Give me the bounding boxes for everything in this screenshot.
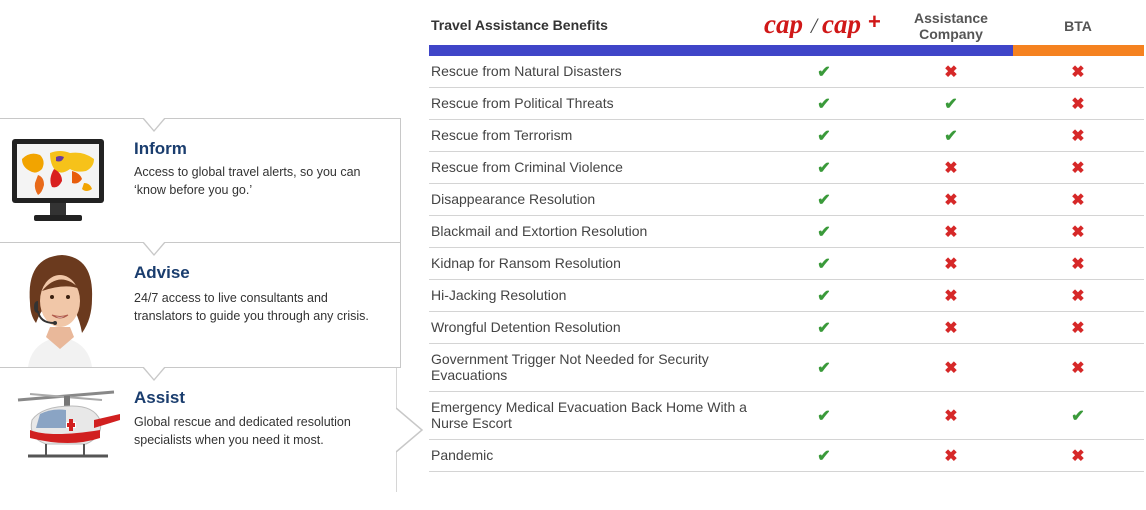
helicopter-icon <box>10 390 122 470</box>
cross-icon: ✖ <box>1071 288 1085 305</box>
blue-bar <box>429 45 1013 56</box>
benefit-label: Disappearance Resolution <box>431 191 596 207</box>
cross-icon: ✖ <box>1071 160 1085 177</box>
logo-separator: / <box>811 13 818 38</box>
cross-icon: ✖ <box>1071 192 1085 209</box>
logo-text-1: cap <box>764 9 803 38</box>
check-icon: ✔ <box>1071 408 1085 425</box>
cross-icon: ✖ <box>1071 448 1085 465</box>
table-row <box>429 56 1144 88</box>
table-row <box>429 312 1144 344</box>
cross-icon: ✖ <box>944 160 958 177</box>
table-row <box>429 216 1144 248</box>
cross-icon: ✖ <box>1071 64 1085 81</box>
inform-panel <box>0 118 401 243</box>
benefit-label: Rescue from Political Threats <box>431 95 614 111</box>
check-icon: ✔ <box>817 160 831 177</box>
advise-title: Advise <box>134 263 190 282</box>
table-row <box>429 280 1144 312</box>
check-icon: ✔ <box>817 96 831 113</box>
table-row <box>429 392 1144 440</box>
advise-text: 24/7 access to live consultants and translators to guide you through any crisis. <box>134 291 369 323</box>
cross-icon: ✖ <box>944 256 958 273</box>
check-icon: ✔ <box>817 64 831 81</box>
benefit-label: Pandemic <box>431 447 494 463</box>
logo-text-2: cap <box>822 9 861 38</box>
col-assistance-company <box>899 10 1003 42</box>
cross-icon: ✖ <box>1071 360 1085 377</box>
table-row <box>429 184 1144 216</box>
check-icon: ✔ <box>817 224 831 241</box>
cross-icon: ✖ <box>944 408 958 425</box>
cross-icon: ✖ <box>1071 128 1085 145</box>
table-header <box>429 0 1144 45</box>
panel-notch <box>142 242 166 256</box>
benefit-label: Kidnap for Ransom Resolution <box>431 255 621 271</box>
benefit-label: Blackmail and Extortion Resolution <box>431 223 648 239</box>
cap-logo <box>764 8 884 38</box>
cross-icon: ✖ <box>1071 224 1085 241</box>
benefit-label: Wrongful Detention Resolution <box>431 319 621 335</box>
inform-text: Access to global travel alerts, so you can ‘know before you go.’ <box>134 165 361 197</box>
cross-icon: ✖ <box>944 64 958 81</box>
check-icon: ✔ <box>817 408 831 425</box>
cross-icon: ✖ <box>944 192 958 209</box>
assist-text: Global rescue and dedicated resolution specialists when you need it most. <box>134 415 351 447</box>
benefit-label: Hi-Jacking Resolution <box>431 287 567 303</box>
cross-icon: ✖ <box>944 448 958 465</box>
cross-icon: ✖ <box>944 224 958 241</box>
table-row <box>429 344 1144 392</box>
benefit-label: Rescue from Criminal Violence <box>431 159 623 175</box>
benefit-label: Emergency Medical Evacuation Back Home With a Nurse Escort <box>431 399 747 431</box>
cross-icon: ✖ <box>1071 320 1085 337</box>
col-assistance-line1: Assistance <box>914 10 988 26</box>
panel-notch <box>142 367 166 381</box>
cross-icon: ✖ <box>1071 96 1085 113</box>
check-icon: ✔ <box>817 360 831 377</box>
inform-title: Inform <box>134 139 187 158</box>
table-title: Travel Assistance Benefits <box>431 17 608 33</box>
table-row <box>429 248 1144 280</box>
panel-notch <box>142 118 166 132</box>
col-assistance-line2: Company <box>919 26 983 42</box>
col-bta: BTA <box>1064 18 1092 34</box>
cross-icon: ✖ <box>944 288 958 305</box>
benefits-table <box>429 0 1144 472</box>
assist-panel <box>0 367 400 492</box>
logo-plus: + <box>868 9 881 34</box>
check-icon: ✔ <box>944 128 958 145</box>
table-row <box>429 120 1144 152</box>
orange-bar <box>1013 45 1144 56</box>
check-icon: ✔ <box>817 320 831 337</box>
check-icon: ✔ <box>817 128 831 145</box>
advise-panel <box>0 242 401 368</box>
panel-arrow-edge <box>396 368 426 492</box>
check-icon: ✔ <box>817 256 831 273</box>
cross-icon: ✖ <box>1071 256 1085 273</box>
cross-icon: ✖ <box>944 360 958 377</box>
cross-icon: ✖ <box>944 320 958 337</box>
table-row <box>429 88 1144 120</box>
table-body <box>429 56 1144 472</box>
benefit-label: Government Trigger Not Needed for Security Evacuations <box>431 351 709 383</box>
support-agent-photo <box>10 251 110 367</box>
check-icon: ✔ <box>817 288 831 305</box>
check-icon: ✔ <box>817 192 831 209</box>
benefit-label: Rescue from Natural Disasters <box>431 63 622 79</box>
table-row <box>429 440 1144 472</box>
check-icon: ✔ <box>817 448 831 465</box>
service-panels <box>0 0 420 510</box>
benefit-label: Rescue from Terrorism <box>431 127 573 143</box>
header-color-bar <box>429 45 1144 56</box>
assist-title: Assist <box>134 388 186 407</box>
world-map-monitor-icon <box>10 137 106 227</box>
check-icon: ✔ <box>944 96 958 113</box>
table-row <box>429 152 1144 184</box>
